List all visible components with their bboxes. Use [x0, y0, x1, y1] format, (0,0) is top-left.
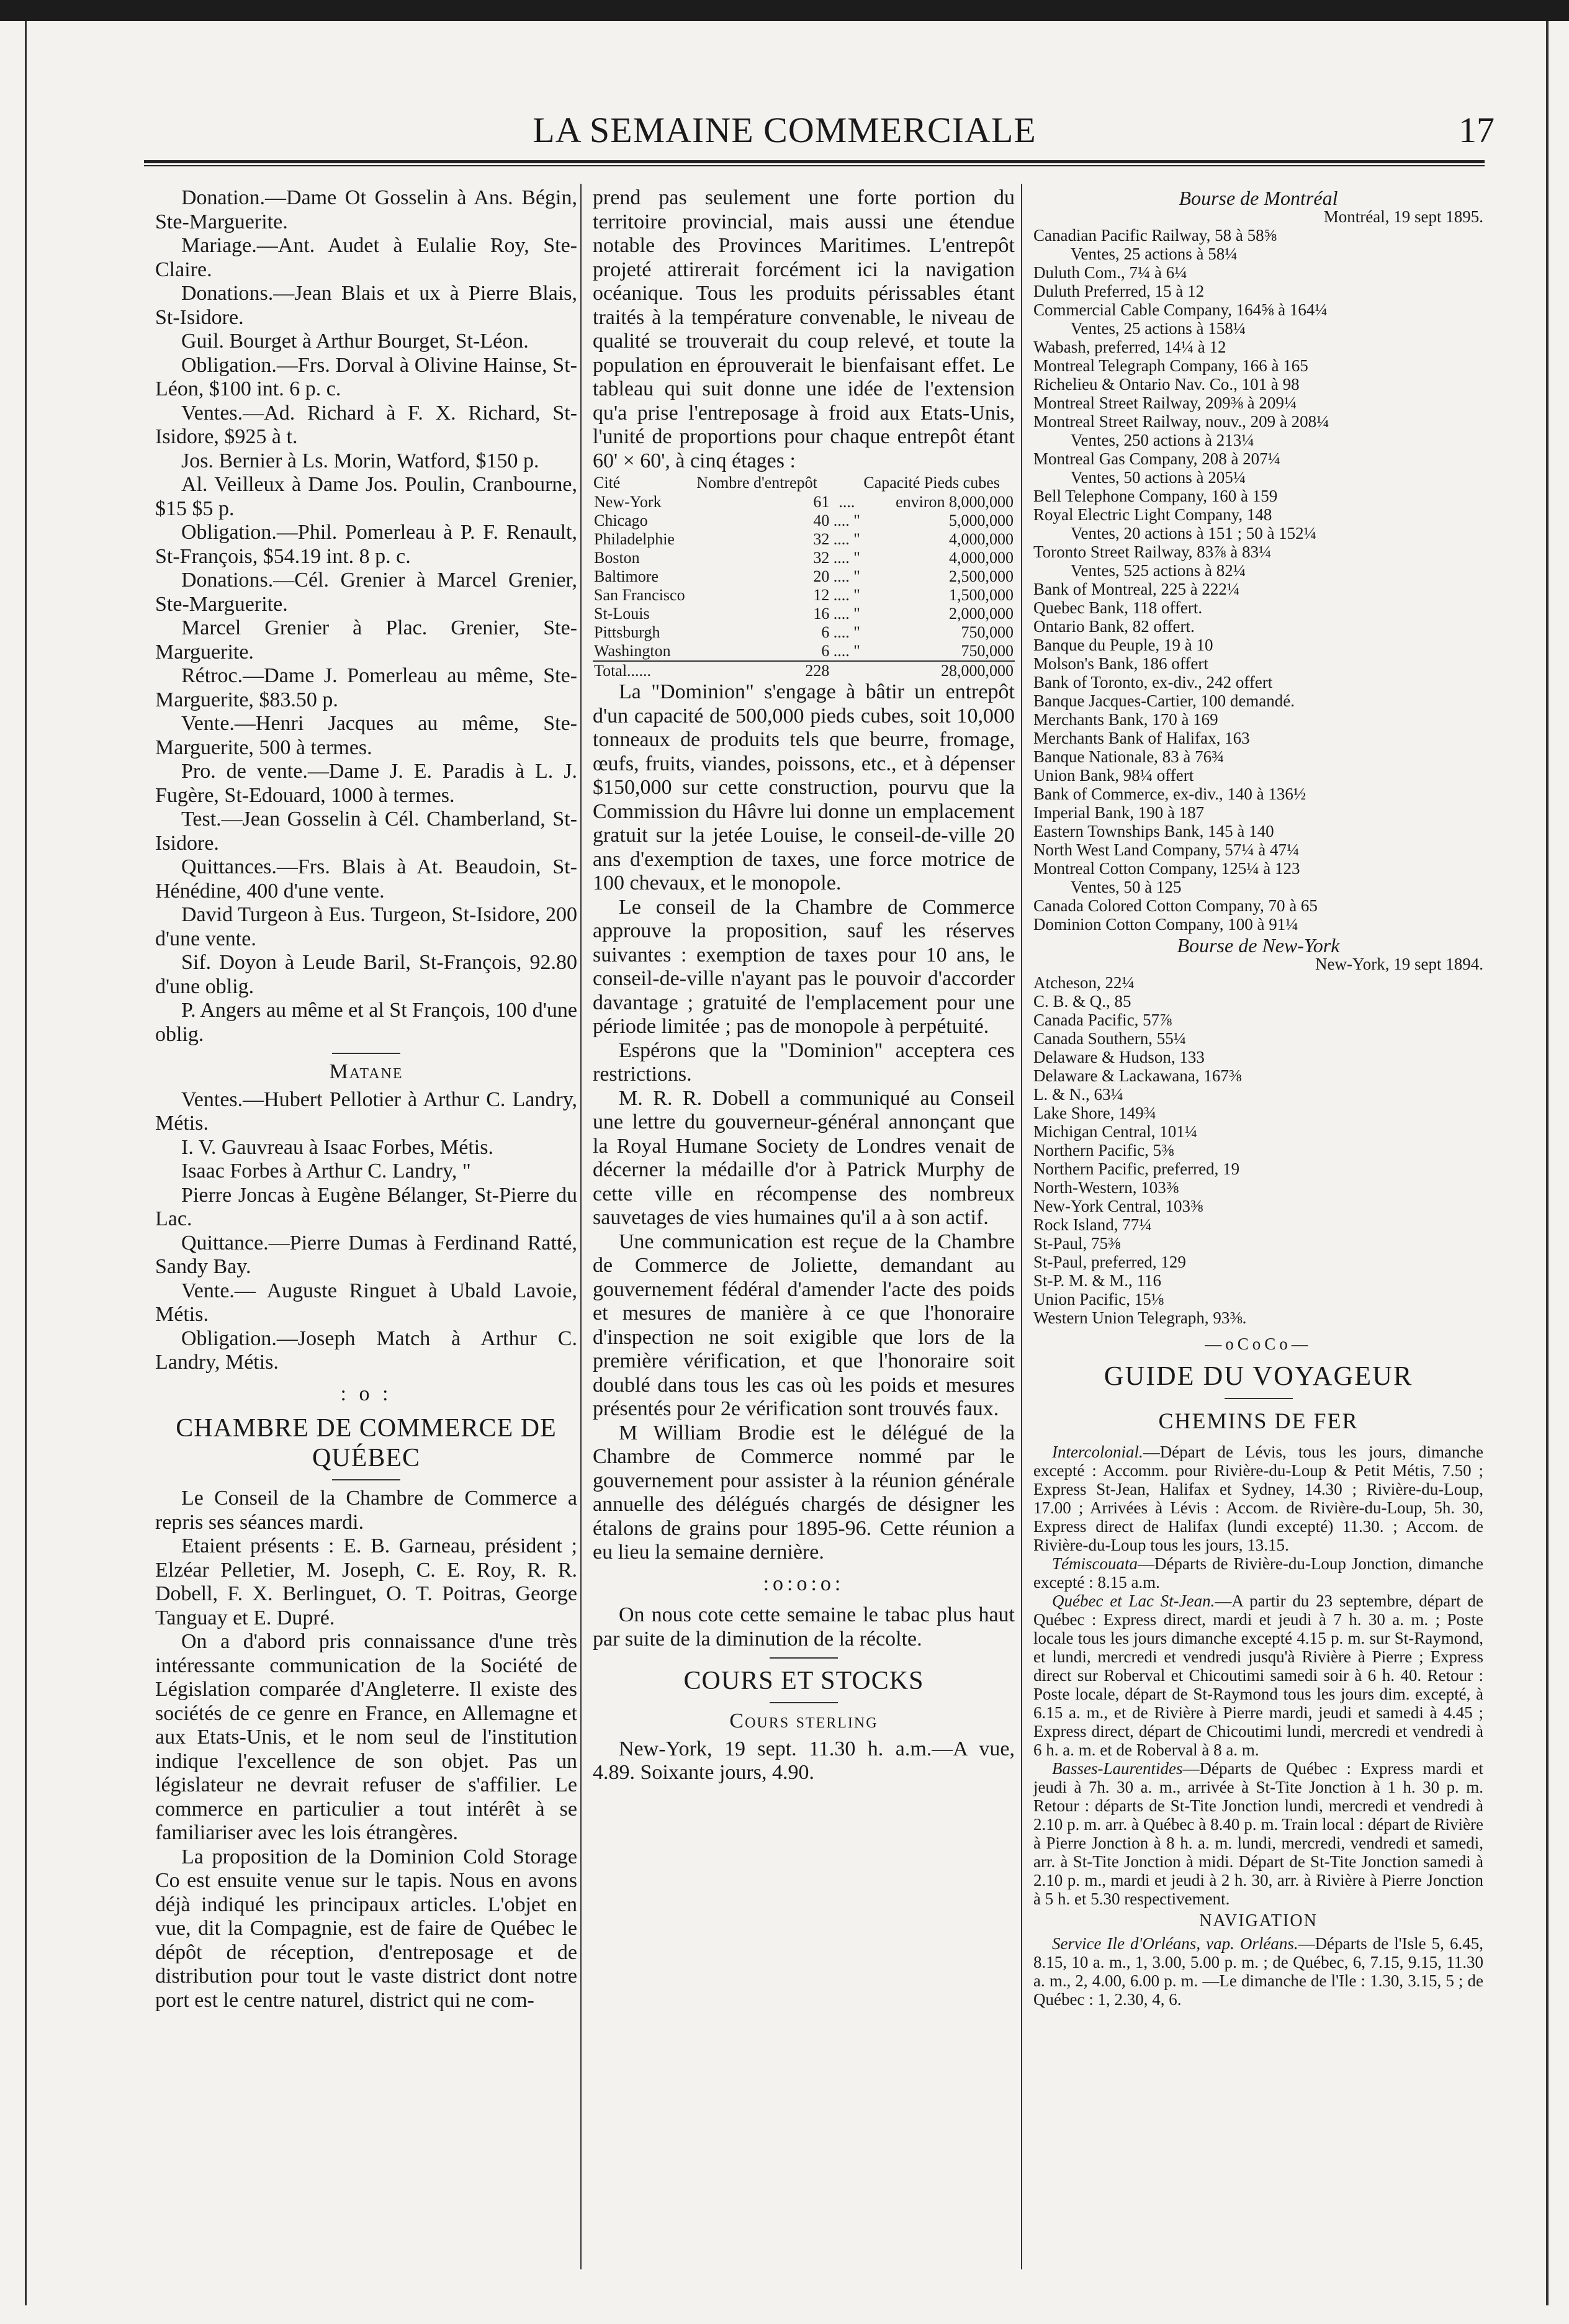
newyork-bourse-heading: Bourse de New-York — [1177, 934, 1340, 957]
total-label: Total...... — [593, 661, 696, 680]
schedule-text: —Départs de Québec : Express mardi et jeudi à 7h. 30 a. m., arrivée à St-Tite Jonction à 1 h. 30 p. m. Retour : départs de St-Tite Jonction lundi, mercredi et vendredi à 2.10 p. m. arr. à Québec à 8.40 p. m. Train local : départ de Rivière à Pierre Jonction à 8 h. a. m. lundi, mercredi, vendredi et samedi, arr. à St-Tite Jonction à midi. Départ de St-Tite Jonction samedi à 2.10 p. m., mardi et jeudi à 2 h. 30, arr. à Rivière à Pierre Jonction à 5 h. et 5.30 respectivement. — [1033, 1759, 1483, 1908]
stock-quote: Quebec Bank, 118 offert. — [1033, 598, 1203, 617]
stock-quote: Western Union Telegraph, 93⅜. — [1033, 1308, 1247, 1327]
table-header: Cité — [593, 474, 621, 492]
montreal-bourse-heading: Bourse de Montréal — [1179, 187, 1338, 209]
article-paragraph: prend pas seulement une forte portion du territoire provincial, mais aussi une étendue notable des Provinces Maritimes. L'entrepôt projeté attirerait forcément ici la navigation océanique. Tous les produits périssables étant traités à la température convenable, le niveau de qualité se trouverait du coup relevé, et toute la population en éprouverait le bienfaisant effet. Le tableau qui suit donne une idée de l'extension qu'a prise l'entreposage à froid aux Etats-Unis, l'unité de proportions pour chaque entrepôt étant 60' × 60', à cinq étages : — [593, 186, 1015, 472]
entry: Pierre Joncas à Eugène Bélanger, St-Pierre du Lac. — [155, 1183, 577, 1230]
table-row — [593, 530, 1015, 549]
table-cell-count: 61 — [813, 493, 830, 511]
entry: Quittance.—Pierre Dumas à Ferdinand Ratté, Sandy Bay. — [155, 1231, 577, 1278]
stock-quote: Bank of Toronto, ex-div., 242 offert — [1033, 673, 1273, 691]
entry: P. Angers au même et al St François, 100 d'une oblig. — [155, 999, 577, 1046]
entry: Rétroc.—Dame J. Pomerleau au même, Ste-Marguerite, $83.50 p. — [155, 664, 577, 711]
warehouse-table — [593, 473, 1015, 680]
entry: Donation.—Dame Ot Gosselin à Ans. Bégin, Ste-Marguerite. — [155, 186, 577, 233]
table-total-row — [593, 661, 1015, 680]
stock-quote: Molson's Bank, 186 offert — [1033, 654, 1208, 673]
schedule-lead: Québec et Lac St-Jean. — [1052, 1592, 1215, 1610]
header-rule — [144, 160, 1485, 166]
stock-quote: Northern Pacific, 5⅜ — [1033, 1141, 1174, 1160]
table-row — [593, 567, 1015, 586]
table-cell-count: 6 — [821, 642, 830, 660]
stock-quote: Northern Pacific, preferred, 19 — [1033, 1160, 1240, 1178]
table-cell-count: 16 — [813, 605, 830, 623]
stock-quote: Duluth Preferred, 15 à 12 — [1033, 282, 1205, 300]
entry: Donations.—Cél. Grenier à Marcel Grenier, Ste-Marguerite. — [155, 569, 577, 616]
stock-quote: Ventes, 25 actions à 58¼ — [1071, 245, 1238, 263]
table-cell-capacity: 5,000,000 — [949, 511, 1014, 529]
stock-quote: Eastern Townships Bank, 145 à 140 — [1033, 822, 1274, 840]
entry: Marcel Grenier à Plac. Grenier, Ste-Marguerite. — [155, 616, 577, 664]
matane-heading: Matane — [329, 1060, 403, 1083]
table-cell-city: San Francisco — [594, 586, 685, 604]
stock-quote: L. & N., 63¼ — [1033, 1085, 1123, 1104]
stock-quote: Atcheson, 22¼ — [1033, 973, 1135, 992]
railway-schedule — [1033, 1443, 1483, 1554]
entry: Pro. de vente.—Dame J. E. Paradis à L. J. Fugère, St-Edouard, 1000 à termes. — [155, 760, 577, 807]
schedule-lead: Intercolonial. — [1052, 1443, 1143, 1461]
entry: Donations.—Jean Blais et ux à Pierre Blais, St-Isidore. — [155, 282, 577, 329]
entry: Ventes.—Hubert Pellotier à Arthur C. Landry, Métis. — [155, 1088, 577, 1135]
table-cell-sep: .... " — [833, 549, 860, 567]
decorative-divider: : o : — [340, 1382, 392, 1405]
column-2 — [593, 186, 1015, 1785]
table-cell-sep: .... " — [833, 567, 860, 585]
stock-quote: Montreal Gas Company, 208 à 207¼ — [1033, 449, 1280, 468]
stock-quote: Union Pacific, 15⅛ — [1033, 1290, 1164, 1308]
entry: Vente.—Henri Jacques au même, Ste-Marguerite, 500 à termes. — [155, 712, 577, 759]
table-row — [593, 493, 1015, 511]
entry: Obligation.—Phil. Pomerleau à P. F. Renault, St-François, $54.19 int. 8 p. c. — [155, 521, 577, 568]
article-paragraph: M. R. R. Dobell a communiqué au Conseil une lettre du gouverneur-général annonçant que la Royal Humane Society de Londres venait de décerner la médaille d'or à Patrick Murphy de cette ville en récompense des nombreux sauvetages de vies humaines qu'il a à son actif. — [593, 1086, 1015, 1229]
table-cell-count: 32 — [813, 549, 830, 567]
table-cell-city: New-York — [594, 493, 662, 511]
stock-quote: New-York Central, 103⅜ — [1033, 1197, 1203, 1215]
decorative-divider: :o:o:o: — [763, 1572, 845, 1595]
stock-quote: Montreal Street Railway, nouv., 209 à 208¼ — [1033, 412, 1329, 431]
entry: Guil. Bourget à Arthur Bourget, St-Léon. — [181, 330, 529, 353]
newyork-bourse-date: New-York, 19 sept 1894. — [1315, 955, 1483, 973]
stock-quote: Montreal Cotton Company, 125¼ à 123 — [1033, 859, 1300, 878]
stock-quote: Dominion Cotton Company, 100 à 91¼ — [1033, 915, 1298, 934]
column-separator — [580, 184, 582, 2269]
stock-quote: Imperial Bank, 190 à 187 — [1033, 803, 1205, 822]
schedule-text: —Départs de l'Isle 5, 6.45, 8.15, 10 a. m., 1, 3.00, 5.00 p. m. ; de Québec, 6, 7.15, 9.15, 11.30 a. m., 2, 4.00, 6.00 p. m. —Le dimanche de l'Ile : 1.30, 3.15, 5 ; de Québec : 1, 2.30, 4, 6. — [1033, 1934, 1483, 2009]
entry: Sif. Doyon à Leude Baril, St-François, 92.80 d'une oblig. — [155, 951, 577, 998]
table-cell-sep: .... " — [833, 530, 860, 548]
table-cell-sep: .... " — [833, 623, 860, 641]
stock-quote: St-Paul, 75⅜ — [1033, 1234, 1121, 1253]
entry: Quittances.—Frs. Blais à At. Beaudoin, St-Hénédine, 400 d'une vente. — [155, 855, 577, 903]
schedule-text: —Départ de Lévis, tous les jours, dimanche excepté : Accomm. pour Rivière-du-Loup & Petit Métis, 7.50 ; Express St-Jean, Halifax et Sydney, 14.30 ; Rivière-du-Loup, 17.00 ; Arrivées à Lévis : Accom. de Rivière-du-Loup, 5h. 30, Express direct de Halifax (lundi excepté) 11.30. ; Accom. de Rivière-du-Loup tous les jours, 13.15. — [1033, 1443, 1483, 1554]
table-header: Nombre d'entrepôt — [696, 474, 817, 492]
page-header-title: LA SEMAINE COMMERCIALE — [533, 110, 1036, 150]
article-paragraph: M William Brodie est le délégué de la Chambre de Commerce nommé par le gouvernement pour assister à la réunion générale annuelle des délégués chargés de désigner les étalons de grains pour 1895-96. Cette réunion a eu lieu la semaine dernière. — [593, 1421, 1015, 1564]
table-cell-capacity: 4,000,000 — [949, 530, 1014, 548]
stock-quote: Royal Electric Light Company, 148 — [1033, 505, 1272, 524]
table-cell-city: Chicago — [594, 511, 648, 529]
table-cell-capacity: 750,000 — [961, 642, 1014, 660]
sterling-text: New-York, 19 sept. 11.30 h. a.m.—A vue, 4.89. Soixante jours, 4.90. — [593, 1737, 1015, 1784]
stock-quote: Bell Telephone Company, 160 à 159 — [1033, 487, 1278, 505]
table-cell-sep: .... " — [833, 511, 860, 529]
table-cell-capacity: 750,000 — [961, 623, 1014, 641]
stock-quote: Rock Island, 77¼ — [1033, 1215, 1152, 1234]
stock-quote: Bank of Montreal, 225 à 222¼ — [1033, 580, 1240, 598]
table-cell-sep: .... " — [833, 605, 860, 623]
stock-quote: St-Paul, preferred, 129 — [1033, 1253, 1186, 1271]
column-1 — [155, 186, 577, 2012]
stock-quote: Duluth Com., 7¼ à 6¼ — [1033, 263, 1187, 282]
stock-quote: Montreal Telegraph Company, 166 à 165 — [1033, 356, 1308, 375]
table-cell-count: 12 — [813, 586, 830, 604]
stock-quote: Delaware & Hudson, 133 — [1033, 1048, 1205, 1066]
entry: Obligation.—Frs. Dorval à Olivine Hainse, St-Léon, $100 int. 6 p. c. — [155, 353, 577, 400]
total-capacity: 28,000,000 — [863, 661, 1015, 680]
table-cell-capacity: environ 8,000,000 — [896, 493, 1014, 511]
schedule-lead: Témiscouata — [1052, 1554, 1138, 1573]
article-paragraph: Le conseil de la Chambre de Commerce approuve la proposition, sauf les réserves suivantes : exemption de taxes pour 10 ans, le conseil-de-ville n'ayant pas le pouvoir d'accorder davantage ; gratuité de l'emplacement pour une période limitée ; pas de monopole à perpétuité. — [593, 895, 1015, 1038]
stock-quote: Montreal Street Railway, 209⅜ à 209¼ — [1033, 394, 1297, 412]
stock-quote: Ontario Bank, 82 offert. — [1033, 617, 1195, 636]
stock-quote: Ventes, 525 actions à 82¼ — [1071, 561, 1246, 580]
stock-quote: St-P. M. & M., 116 — [1033, 1271, 1162, 1290]
stock-quote: Banque Jacques-Cartier, 100 demandé. — [1033, 691, 1295, 710]
article-paragraph: Le Conseil de la Chambre de Commerce a repris ses séances mardi. — [155, 1487, 577, 1534]
table-cell-city: Washington — [594, 642, 671, 660]
entry: Al. Veilleux à Dame Jos. Poulin, Cranbourne, $15 $5 p. — [155, 473, 577, 520]
article-paragraph: On nous cote cette semaine le tabac plus haut par suite de la diminution de la récolte. — [593, 1603, 1015, 1651]
entry: Mariage.—Ant. Audet à Eulalie Roy, Ste-Claire. — [155, 234, 577, 281]
column-separator — [1021, 184, 1022, 2269]
stock-quote: Merchants Bank of Halifax, 163 — [1033, 729, 1250, 747]
stock-quote: Banque du Peuple, 19 à 10 — [1033, 636, 1213, 654]
railway-heading: CHEMINS DE FER — [1158, 1408, 1359, 1433]
table-cell-capacity: 2,500,000 — [949, 567, 1014, 585]
page-number: 17 — [1459, 110, 1495, 150]
article-paragraph: On a d'abord pris connaissance d'une très intéressante communication de la Société de Législation comparée d'Angleterre. Il existe des sociétés de ce genre en France, en Allemagne et aux Etats-Unis, et le nom seul de l'institution indique l'excellence de son objet. Pas un législateur ne devrait refuser de s'affilier. Le commerce en particulier a tout intérêt à se familiariser avec les lois étrangères. — [155, 1630, 577, 1844]
table-row — [593, 549, 1015, 567]
stock-quote: Canada Southern, 55¼ — [1033, 1029, 1186, 1048]
sterling-heading: Cours sterling — [729, 1709, 878, 1732]
stock-quote: Canada Pacific, 57⅞ — [1033, 1011, 1172, 1029]
railway-schedule — [1033, 1554, 1483, 1592]
entry: Isaac Forbes à Arthur C. Landry, " — [181, 1160, 471, 1182]
stock-quote: Ventes, 50 à 125 — [1071, 878, 1182, 896]
stock-quote: North-Western, 103⅜ — [1033, 1178, 1179, 1197]
schedule-text: —Départs de Rivière-du-Loup Jonction, dimanche excepté : 8.15 a.m. — [1033, 1554, 1483, 1592]
entry: Ventes.—Ad. Richard à F. X. Richard, St-Isidore, $925 à t. — [155, 401, 577, 448]
stock-quote: Delaware & Lackawana, 167⅜ — [1033, 1066, 1242, 1085]
article-paragraph: Une communication est reçue de la Chambre de Commerce de Joliette, demandant au gouvernement fédéral d'amender l'acte des poids et mesures de manière à ce que l'honoraire d'inspection ne soit exigible que lors de la première vérification, et que l'honoraire soit doublé dans tous les cas où les poids et mesures présentés pour 2e vérification sont trouvés faux. — [593, 1230, 1015, 1420]
stock-quote: Lake Shore, 149¾ — [1033, 1104, 1156, 1122]
total-count: 228 — [696, 661, 830, 680]
montreal-bourse-date: Montréal, 19 sept 1895. — [1323, 207, 1483, 226]
stock-quote: Bank of Commerce, ex-div., 140 à 136½ — [1033, 785, 1306, 803]
entry: Obligation.—Joseph Match à Arthur C. Landry, Métis. — [155, 1326, 577, 1374]
table-cell-sep: .... — [838, 493, 855, 511]
article-paragraph: Espérons que la "Dominion" acceptera ces restrictions. — [593, 1038, 1015, 1086]
stock-quote: Merchants Bank, 170 à 169 — [1033, 710, 1218, 729]
article-paragraph: Etaient présents : E. B. Garneau, président ; Elzéar Pelletier, M. Joseph, C. E. Roy, R. R. Dobell, F. X. Berlinguet, O. T. Poitras, George Tanguay et E. Dupré. — [155, 1534, 577, 1629]
newyork-stock-list — [1033, 973, 1483, 1327]
stock-quote: Michigan Central, 101¼ — [1033, 1122, 1197, 1141]
table-header: Capacité Pieds cubes — [863, 474, 1000, 492]
table-cell-capacity: 2,000,000 — [949, 605, 1014, 623]
entry: Test.—Jean Gosselin à Cél. Chamberland, St-Isidore. — [155, 808, 577, 855]
section-rule — [332, 1479, 400, 1480]
table-cell-sep: .... " — [833, 586, 860, 604]
section-rule — [770, 1702, 838, 1703]
navigation-schedule — [1033, 1934, 1483, 2009]
cours-heading: COURS ET STOCKS — [683, 1667, 924, 1695]
table-row — [593, 623, 1015, 642]
table-row — [593, 511, 1015, 530]
schedule-lead: Service Ile d'Orléans, vap. Orléans. — [1052, 1934, 1298, 1953]
table-cell-city: Baltimore — [594, 567, 659, 585]
railway-schedule — [1033, 1592, 1483, 1759]
article-paragraph: La proposition de la Dominion Cold Storage Co est ensuite venue sur le tapis. Nous en avons déjà indiqué les principaux articles. L'objet en vue, dit la Compagnie, est de faire de Québec le dépôt de réception, d'entreposage et de distribution pour tout le vaste district dont notre port est le centre naturel, district qui ne com- — [155, 1845, 577, 2012]
notary-entries — [155, 186, 577, 1047]
navigation-heading: NAVIGATION — [1199, 1911, 1318, 1930]
montreal-stock-list — [1033, 226, 1483, 934]
stock-quote: Wabash, preferred, 14¼ à 12 — [1033, 338, 1226, 356]
entry: David Turgeon à Eus. Turgeon, St-Isidore, 200 d'une vente. — [155, 903, 577, 950]
stock-quote: Toronto Street Railway, 83⅞ à 83¼ — [1033, 543, 1272, 561]
stock-quote: Banque Nationale, 83 à 76¾ — [1033, 747, 1225, 766]
schedule-lead: Basses-Laurentides — [1052, 1759, 1183, 1778]
column-3 — [1033, 186, 1483, 2009]
table-cell-city: St-Louis — [594, 605, 650, 623]
table-cell-city: Boston — [594, 549, 640, 567]
table-cell-city: Pittsburgh — [594, 623, 660, 641]
section-rule — [1225, 1398, 1293, 1399]
table-cell-city: Philadelphie — [594, 530, 675, 548]
table-cell-count: 32 — [813, 530, 830, 548]
table-cell-sep: .... " — [833, 642, 860, 660]
table-row — [593, 586, 1015, 605]
guide-heading: GUIDE DU VOYAGEUR — [1104, 1361, 1413, 1391]
stock-quote: Ventes, 20 actions à 151 ; 50 à 152¼ — [1071, 524, 1316, 543]
stock-quote: Canada Colored Cotton Company, 70 à 65 — [1033, 896, 1318, 915]
railway-schedule — [1033, 1759, 1483, 1908]
entry: I. V. Gauvreau à Isaac Forbes, Métis. — [181, 1135, 493, 1159]
stock-quote: C. B. & Q., 85 — [1033, 992, 1131, 1011]
table-row — [593, 605, 1015, 623]
stock-quote: Ventes, 50 actions à 205¼ — [1071, 468, 1246, 487]
section-rule — [332, 1053, 400, 1054]
stock-quote: Canadian Pacific Railway, 58 à 58⅝ — [1033, 226, 1277, 245]
section-rule — [770, 1657, 838, 1659]
table-cell-count: 6 — [821, 623, 830, 641]
table-cell-capacity: 4,000,000 — [949, 549, 1014, 567]
top-rule — [0, 0, 1569, 21]
table-cell-count: 40 — [813, 511, 830, 529]
table-cell-count: 20 — [813, 567, 830, 585]
stock-quote: Ventes, 250 actions à 213¼ — [1071, 431, 1254, 449]
stock-quote: North West Land Company, 57¼ à 47¼ — [1033, 840, 1300, 859]
table-row — [593, 642, 1015, 661]
stock-quote: Ventes, 25 actions à 158¼ — [1071, 319, 1246, 338]
decorative-divider: —oCoCo— — [1205, 1335, 1312, 1353]
stock-quote: Union Bank, 98¼ offert — [1033, 766, 1194, 785]
article-paragraph: La "Dominion" s'engage à bâtir un entrepôt d'un capacité de 500,000 pieds cubes, soit 10,000 tonneaux de produits tels que beurre, fromage, œufs, fruits, viandes, poissons, etc., et à dépenser $150,000 sur cette construction, pourvu que la Commission du Hâvre lui donne un emplacement gratuit sur la jetée Louise, le conseil-de-ville 20 ans d'exemption de taxes, une force motrice de 100 chevaux, et le monopole. — [593, 680, 1015, 894]
table-cell-capacity: 1,500,000 — [949, 586, 1014, 604]
chamber-heading: CHAMBRE DE COMMERCE DE QUÉBEC — [176, 1414, 557, 1472]
entry: Jos. Bernier à Ls. Morin, Watford, $150 p. — [181, 449, 539, 472]
entry: Vente.— Auguste Ringuet à Ubald Lavoie, Métis. — [155, 1279, 577, 1326]
schedule-text: —A partir du 23 septembre, départ de Québec : Express direct, mardi et jeudi à 7 h. 30 a. m. ; Poste locale tous les jours dimanche excepté 4.15 p. m. sur St-Raymond, et lundi, mercredi et vendredi jusqu'à Rivière à Pierre ; Express direct sur Roberval et Chicoutimi samedi soir à 6 h. 40. Retour : Poste locale, départ de St-Raymond tous les jours dim. excepté, à 6.15 a. m., et de Rivière à Pierre mardi, jeudi et samedi à 4.45 ; Express direct, départ de Chicoutimi lundi, mercredi et vendredi à 6 h. a. m. et de Roberval à 8 a. m. — [1033, 1592, 1483, 1759]
stock-quote: Richelieu & Ontario Nav. Co., 101 à 98 — [1033, 375, 1300, 394]
stock-quote: Commercial Cable Company, 164⅝ à 164¼ — [1033, 300, 1328, 319]
railway-schedules — [1033, 1443, 1483, 1908]
